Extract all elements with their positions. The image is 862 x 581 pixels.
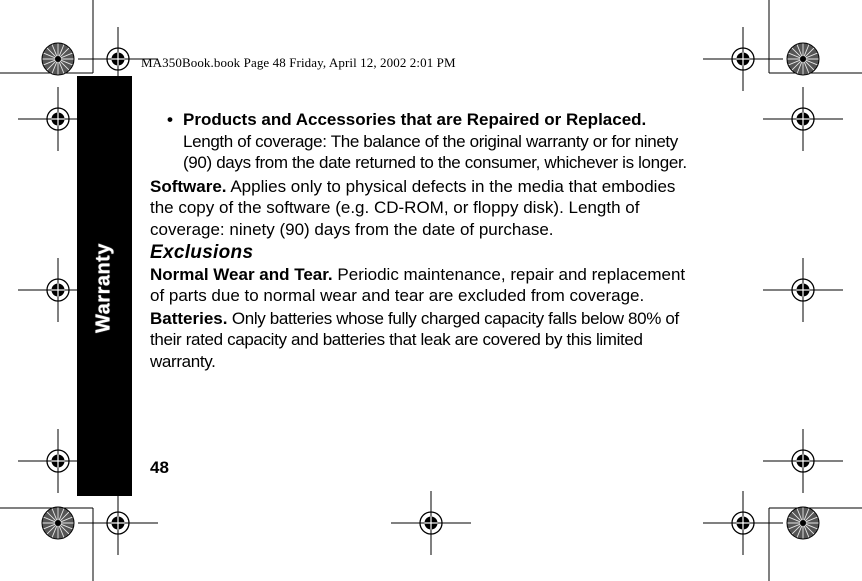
bullet-body: Length of coverage: The balance of the original warranty or for ninety (90) days from the date returned to the consumer, whichever is longer.: [183, 131, 687, 172]
exclusions-heading: Exclusions: [150, 242, 254, 263]
bullet-dot: •: [167, 110, 173, 129]
batteries-title: Batteries.: [150, 308, 228, 328]
software-body: Applies only to physical defects in the media that embodies the copy of the software (e.g. CD-ROM, or floppy disk). Length of coverage: ninety (90) days from the date of purchase.: [150, 176, 676, 239]
section-tab-label: Warranty: [92, 243, 115, 333]
software-paragraph: [150, 176, 695, 241]
bullet-item: [150, 109, 695, 174]
software-title: Software.: [150, 176, 227, 196]
batteries-body: Only batteries whose fully charged capacity falls below 80% of their rated capacity and batteries that leak are covered by this limited warranty.: [150, 308, 679, 371]
wear-title: Normal Wear and Tear.: [150, 264, 333, 284]
page-number: 48: [150, 458, 169, 477]
batteries-paragraph: [150, 308, 695, 373]
wear-paragraph: [150, 264, 695, 307]
print-header: MA350Book.book Page 48 Friday, April 12, 2002 2:01 PM: [141, 55, 456, 70]
bullet-title: Products and Accessories that are Repaired or Replaced.: [183, 110, 647, 129]
warranty-text: [150, 109, 695, 372]
wear-body: Periodic maintenance, repair and replacement of parts due to normal wear and tear are excluded from coverage.: [150, 264, 686, 305]
